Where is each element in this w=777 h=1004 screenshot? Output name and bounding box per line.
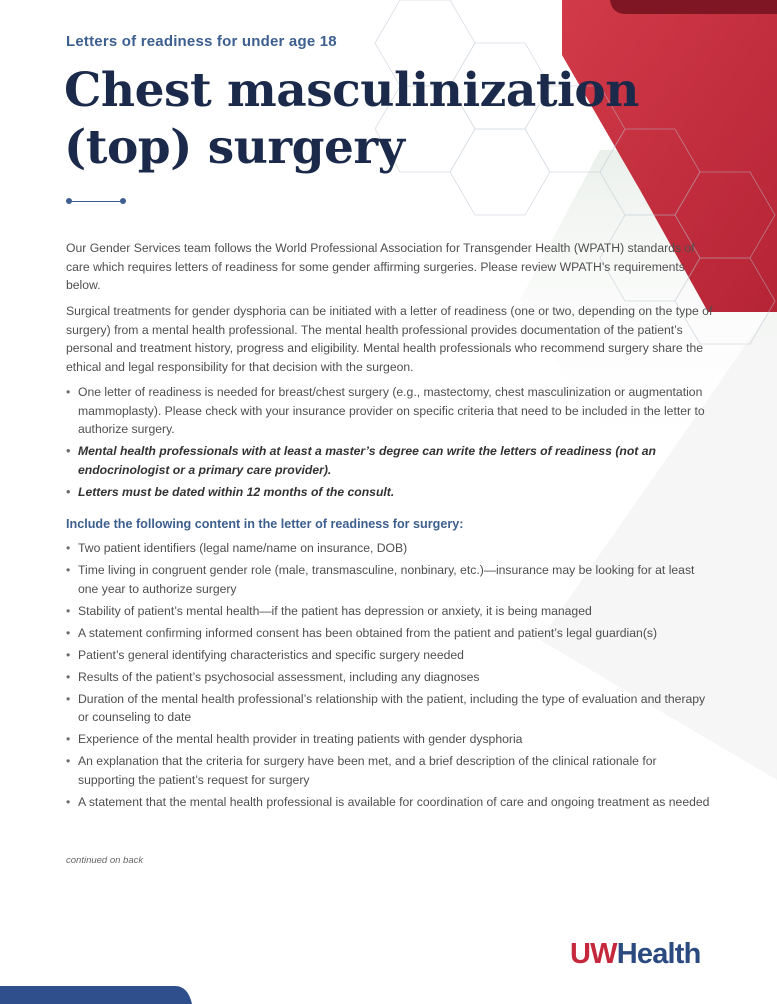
title-line-2: (top) surgery: [64, 120, 405, 175]
list-item: • Duration of the mental health professional’s relationship with the patient, including the type of evaluation and therapy or counseling to date: [66, 690, 716, 727]
dark-red-top-bar: [610, 0, 777, 14]
list-item: • Experience of the mental health provider in treating patients with gender dysphoria: [66, 730, 716, 749]
list-item: • A statement that the mental health professional is available for coordination of care and ongoing treatment as needed: [66, 793, 716, 812]
eyebrow-heading: Letters of readiness for under age 18: [66, 33, 337, 50]
blue-corner-tab: [0, 986, 192, 1004]
intro-paragraph-1: Our Gender Services team follows the World Professional Association for Transgender Health (WPATH) standards of care which requires letters of readiness for some gender affirming surgeries. Please review WPATH’s requirements below.: [66, 241, 695, 293]
divider-line: [69, 201, 123, 202]
list-item: • Patient’s general identifying characteristics and specific surgery needed: [66, 646, 716, 665]
page-title: [64, 62, 704, 176]
letter-content-list: [66, 539, 716, 815]
requirements-list: [66, 383, 716, 505]
list-item: • Results of the patient’s psychosocial assessment, including any diagnoses: [66, 668, 716, 687]
intro-paragraph-2: Surgical treatments for gender dysphoria can be initiated with a letter of readiness (one or two, depending on the type of surgery) from a mental health professional. The mental health professional provides documentation of the patient’s personal and treatment history, progress and eligibility. Mental health professionals who recommend surgery share the ethical and legal responsibility for that decision with the surgeon.: [66, 304, 713, 374]
list-item: • An explanation that the criteria for surgery have been met, and a brief description of the clinical rationale for supporting the patient’s request for surgery: [66, 752, 716, 789]
divider-dot-right: [120, 198, 126, 204]
list-item: • Time living in congruent gender role (male, transmasculine, nonbinary, etc.)—insurance may be looking for at least one year to authorize surgery: [66, 561, 716, 598]
list-item: • A statement confirming informed consent has been obtained from the patient and patient’s legal guardian(s): [66, 624, 716, 643]
title-divider: [66, 197, 126, 205]
logo-uw: UW: [570, 938, 617, 970]
continued-note: continued on back: [66, 855, 144, 866]
list-item: • Mental health professionals with at least a master’s degree can write the letters of readiness (not an endocrinologist or a primary care provider).: [66, 442, 716, 479]
title-line-1: Chest masculinization: [64, 63, 639, 118]
list-item: • Two patient identifiers (legal name/name on insurance, DOB): [66, 539, 716, 558]
uwhealth-logo: [570, 938, 701, 971]
list-item: • Letters must be dated within 12 months of the consult.: [66, 483, 716, 502]
section-heading: Include the following content in the letter of readiness for surgery:: [66, 517, 464, 531]
logo-health: Health: [616, 938, 701, 970]
list-item: • One letter of readiness is needed for breast/chest surgery (e.g., mastectomy, chest masculinization or augmentation mammoplasty). Please check with your insurance provider on specific criteria that need to be included in the letter to authorize surgery.: [66, 383, 716, 439]
list-item: • Stability of patient’s mental health—if the patient has depression or anxiety, it is being managed: [66, 602, 716, 621]
